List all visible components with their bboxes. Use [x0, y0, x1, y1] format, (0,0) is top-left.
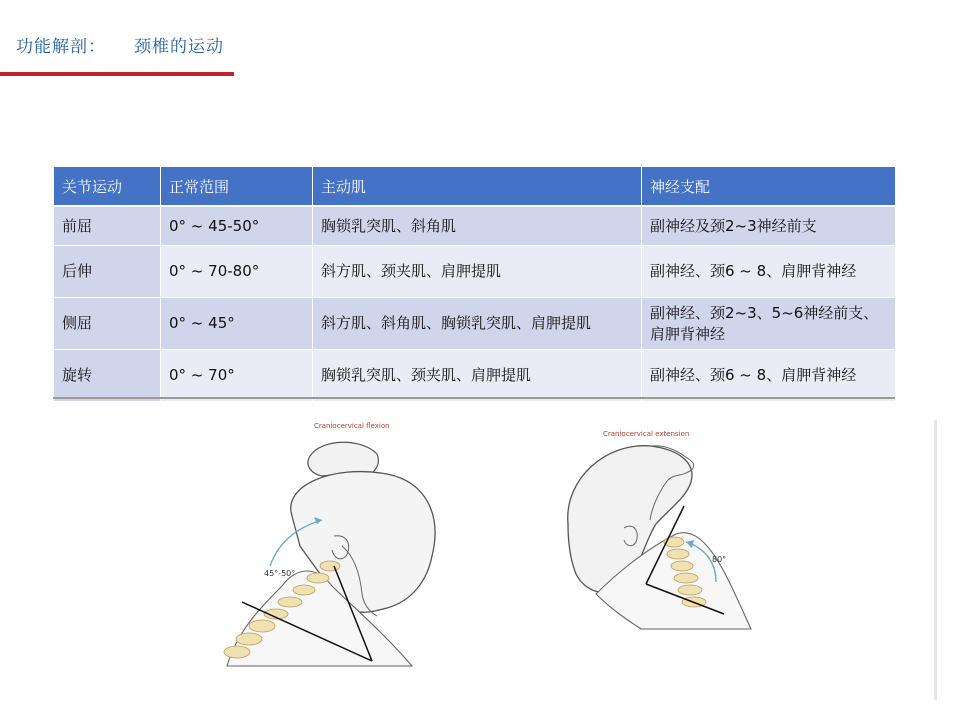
cell-motion: 侧屈: [54, 298, 161, 350]
cell-nerves: 副神经、颈6 ~ 8、肩胛背神经: [642, 350, 896, 402]
extension-caption: Craniocervical extension: [603, 430, 690, 438]
cell-nerves: 副神经及颈2~3神经前支: [642, 206, 896, 246]
table-row: [54, 246, 896, 298]
table-header-row: [54, 167, 896, 207]
cell-range: 0° ~ 70°: [161, 350, 313, 402]
flexion-illustration: [222, 416, 442, 671]
extension-illustration: [556, 424, 756, 634]
cell-range: 0° ~ 45-50°: [161, 206, 313, 246]
slide-title: [16, 32, 224, 57]
cell-motion: 前屈: [54, 206, 161, 246]
cell-muscles: 斜方肌、斜角肌、胸锁乳突肌、肩胛提肌: [313, 298, 642, 350]
table-bottom-rule: [53, 397, 895, 399]
col-header-muscles: 主动肌: [313, 167, 642, 207]
col-header-nerves: 神经支配: [642, 167, 896, 207]
cell-range: 0° ~ 70-80°: [161, 246, 313, 298]
flexion-caption: Craniocervical flexion: [314, 422, 390, 430]
title-underline: [0, 72, 234, 76]
cell-motion: 后伸: [54, 246, 161, 298]
col-header-range: 正常范围: [161, 167, 313, 207]
cell-nerves: 副神经、颈6 ~ 8、肩胛背神经: [642, 246, 896, 298]
cell-nerves: 副神经、颈2~3、5~6神经前支、肩胛背神经: [642, 298, 896, 350]
section-label: 功能解剖：: [16, 37, 106, 57]
cell-muscles: 斜方肌、颈夹肌、肩胛提肌: [313, 246, 642, 298]
table-row: [54, 350, 896, 402]
cell-motion: 旋转: [54, 350, 161, 402]
cell-range: 0° ~ 45°: [161, 298, 313, 350]
col-header-motion: 关节运动: [54, 167, 161, 207]
table-row: [54, 206, 896, 246]
cell-muscles: 胸锁乳突肌、颈夹肌、肩胛提肌: [313, 350, 642, 402]
motion-table: [53, 166, 896, 402]
flexion-angle-label: 45°-50°: [264, 569, 296, 578]
topic-label: 颈椎的运动: [134, 37, 224, 57]
cell-muscles: 胸锁乳突肌、斜角肌: [313, 206, 642, 246]
table-row: [54, 298, 896, 350]
extension-angle-label: 80°: [712, 555, 727, 564]
right-edge-rule: [934, 420, 937, 700]
